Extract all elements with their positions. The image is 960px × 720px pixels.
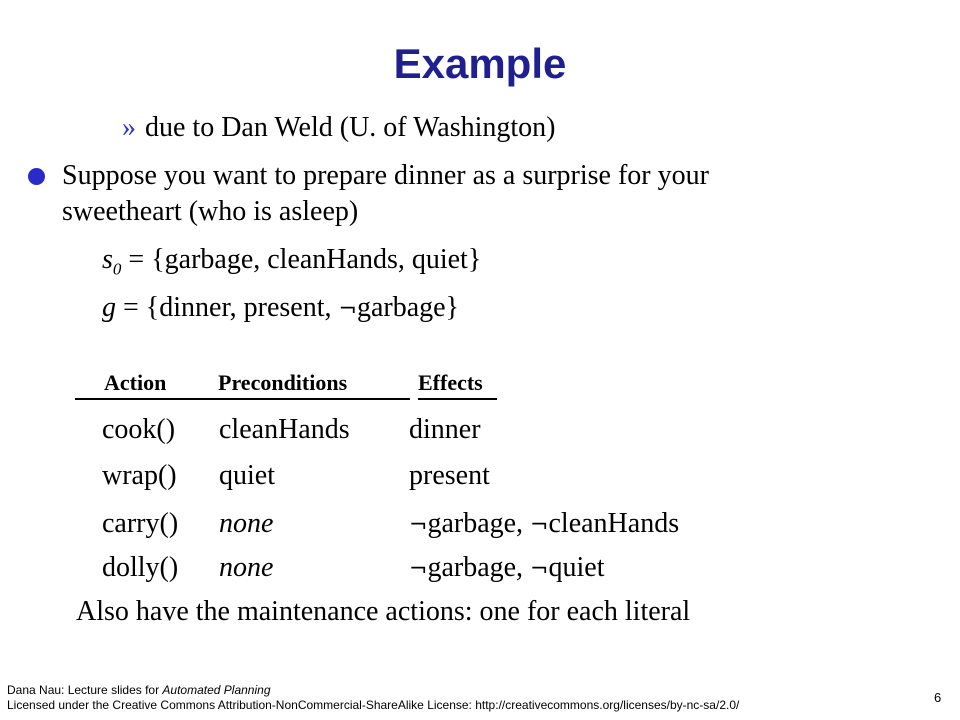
negation-symbol: ¬ [530, 557, 549, 582]
negation-symbol: ¬ [530, 513, 549, 538]
goal-variable: g [102, 292, 116, 323]
row-cook-action: cook() [102, 414, 176, 445]
effect-part-b: quiet [548, 552, 605, 583]
bullet-text-line-2: sweetheart (who is asleep) [62, 196, 359, 227]
state-value: = {garbage, cleanHands, quiet} [121, 244, 482, 275]
effects-underline [418, 398, 497, 400]
row-wrap-action: wrap() [102, 460, 177, 491]
footer-license: Licensed under the Creative Commons Attribution-NonCommercial-ShareAlike License: http://creativecommons.org/licenses/by-nc-sa/2.0/ [7, 698, 740, 712]
footer-line-1 [7, 683, 739, 698]
goal-value-part1: = {dinner, present, [116, 292, 339, 323]
maintenance-note: Also have the maintenance actions: one for each literal [76, 596, 691, 627]
row-carry-pre: none [219, 508, 274, 539]
credit-marker: » [122, 112, 136, 143]
credit-line [122, 112, 556, 144]
initial-state [102, 244, 481, 280]
effect-part-b: cleanHands [548, 508, 680, 539]
header-effects: Effects [418, 370, 483, 395]
credit-text: due to Dan Weld (U. of Washington) [145, 112, 556, 143]
goal-state [102, 292, 459, 324]
header-preconditions: Preconditions [218, 370, 348, 395]
bullet-text-line-1: Suppose you want to prepare dinner as a surprise for your [62, 160, 709, 191]
goal-value-part2: garbage} [356, 292, 459, 323]
negation-symbol: ¬ [409, 557, 428, 582]
row-dolly-pre: none [219, 552, 274, 583]
bullet-dot-icon [28, 168, 45, 185]
row-wrap-effect: present [409, 460, 490, 491]
negation-symbol: ¬ [409, 513, 428, 538]
row-cook-pre: cleanHands [219, 414, 350, 445]
row-dolly-action: dolly() [102, 552, 179, 583]
footer-credit: Dana Nau: Lecture slides for [7, 683, 163, 697]
row-wrap-pre: quiet [219, 460, 275, 491]
state-variable: s [102, 244, 113, 275]
effect-part-a: garbage, [427, 508, 531, 539]
page-number: 6 [934, 690, 942, 705]
state-subscript: 0 [112, 259, 122, 279]
row-dolly-effect [409, 552, 604, 584]
negation-symbol: ¬ [338, 297, 357, 322]
row-cook-effect: dinner [409, 414, 481, 445]
header-action: Action [104, 370, 167, 395]
row-carry-action: carry() [102, 508, 179, 539]
slide-title: Example [393, 40, 567, 87]
row-carry-effect [409, 508, 679, 540]
footer-book-title: Automated Planning [162, 683, 271, 697]
footer [7, 683, 739, 713]
effect-part-a: garbage, [427, 552, 531, 583]
header-underline [75, 398, 410, 400]
